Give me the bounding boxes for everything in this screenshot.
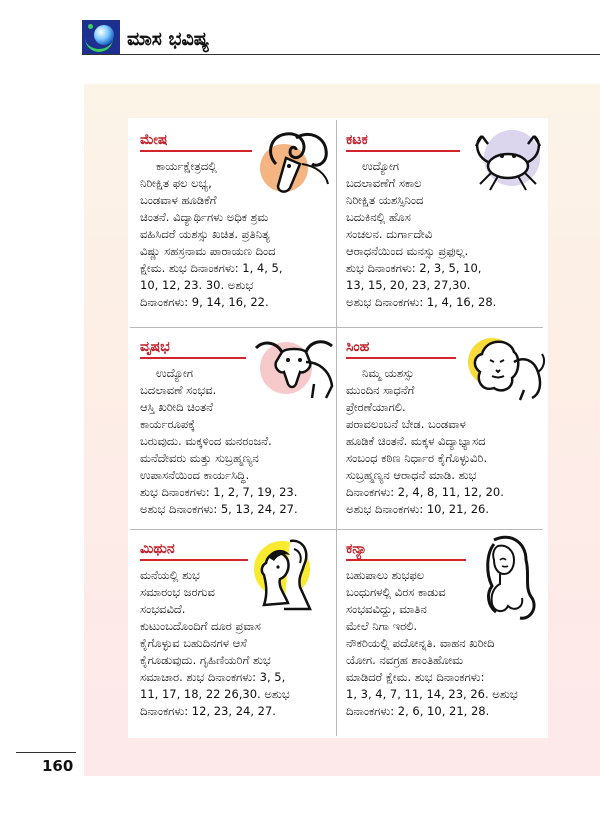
prediction-line: ಕ್ಷೇಮ. ಶುಭ ದಿನಾಂಕಗಳು: 1, 4, 5,	[140, 261, 283, 275]
prediction-line: ಪರಾವಲಂಬನೆ ಬೇಡ. ಬಂಡವಾಳ	[346, 417, 466, 431]
globe-logo-icon	[82, 20, 120, 54]
sign-prediction	[140, 365, 298, 518]
prediction-line: ಬಂಡವಾಳ ಹೂಡಿಕೆಗೆ	[140, 193, 217, 207]
prediction-line: ಬದುಕಿನಲ್ಲಿ ಹೊಸ	[346, 210, 411, 224]
sign-prediction	[346, 567, 518, 720]
prediction-line: ವಿಷ್ಣು ಸಹಸ್ರನಾಮ ಪಾರಾಯಣ ದಿಂದ	[140, 244, 276, 258]
prediction-line: ಸಂಚಲನ. ದುರ್ಗಾದೇವಿ	[346, 227, 433, 241]
row-divider-1	[130, 327, 543, 328]
prediction-line: ದಿನಾಂಕಗಳು: 12, 23, 24, 27.	[140, 704, 276, 718]
column-divider	[336, 120, 337, 736]
sign-underline	[140, 357, 246, 359]
sign-prediction	[140, 567, 290, 720]
sign-name: ಸಿಂಹ	[346, 339, 370, 355]
prediction-line: ದಿನಾಂಕಗಳು: 2, 6, 10, 21, 28.	[346, 704, 490, 718]
prediction-line: ಆಸ್ತಿ ಖರೀದಿ ಚಿಂತನೆ	[140, 400, 213, 414]
page-header	[0, 0, 600, 56]
page-title: ಮಾಸ ಭವಿಷ್ಯ	[127, 28, 210, 50]
sign-block-vrishabha	[140, 338, 298, 518]
prediction-line: ಅಶುಭ ದಿನಾಂಕಗಳು: 5, 13, 24, 27.	[140, 502, 298, 516]
sign-underline	[140, 150, 252, 152]
sign-prediction	[140, 158, 282, 311]
sign-prediction	[346, 158, 496, 311]
prediction-line: ದಿನಾಂಕಗಳು: 2, 4, 8, 11, 12, 20.	[346, 485, 504, 499]
prediction-line: ಸಂಭವವಿದೆ.	[140, 602, 186, 616]
prediction-line: ಉಪಾಸನೆಯಿಂದ ಕಾರ್ಯಸಿದ್ಧಿ.	[140, 468, 250, 482]
prediction-line: ಸಮಾಚಾರ. ಶುಭ ದಿನಾಂಕಗಳು: 3, 5,	[140, 670, 286, 684]
prediction-line: ಕಾರ್ಯರೂಪಕ್ಕೆ	[140, 417, 196, 431]
prediction-line: ಅಶುಭ ದಿನಾಂಕಗಳು: 1, 4, 16, 28.	[346, 295, 497, 309]
prediction-line: ಅಶುಭ ದಿನಾಂಕಗಳು: 10, 21, 26.	[346, 502, 490, 516]
prediction-line: ಸಂಭವವಿದ್ದು, ಮಾತಿನ	[346, 602, 427, 616]
sign-name: ವೃಷಭ	[140, 339, 170, 355]
prediction-line: ಹೂಡಿಕೆ ಚಿಂತನೆ. ಮಕ್ಕಳ ವಿದ್ಯಾಭ್ಯಾಸದ	[346, 434, 486, 448]
prediction-line: ವಹಿಸಿದರೆ ಯಶಸ್ಸು ಖಚಿತ. ಪ್ರತಿನಿತ್ಯ	[140, 227, 270, 241]
prediction-line: ನಿರೀಕ್ಷಿತ ಯಶಸ್ಸಿನಿಂದ	[346, 193, 424, 207]
prediction-line: ಕುಟುಂಬದೊಂದಿಗೆ ದೂರ ಪ್ರವಾಸ	[140, 619, 261, 633]
sign-block-kataka	[346, 131, 496, 311]
prediction-line: ಬರುವುದು. ಮಕ್ಕಳಿಂದ ಮನರಂಜನೆ.	[140, 434, 272, 448]
prediction-line: ಮೇಲೆ ನಿಗಾ ಇರಲಿ.	[346, 619, 418, 633]
prediction-line: ಯೋಗ. ನವಗ್ರಹ ಶಾಂತಿಹೋಮ	[346, 653, 464, 667]
page-number: 160	[42, 757, 74, 775]
sign-block-simha	[346, 338, 504, 518]
prediction-line: ಮನೆಯಲ್ಲಿ ಶುಭ	[140, 568, 200, 582]
prediction-line: ಸುಬ್ರಹ್ಮಣ್ಯನ ಆರಾಧನೆ ಮಾಡಿ. ಶುಭ	[346, 468, 477, 482]
row-divider-2	[130, 529, 543, 530]
prediction-line: ಆರಾಧನೆಯಿಂದ ಮನಸ್ಸು ಪ್ರಫುಲ್ಲ.	[346, 244, 469, 258]
sign-underline	[346, 150, 460, 152]
prediction-line: ಮನೆದೇವರು ಮತ್ತು ಸುಬ್ರಹ್ಮಣ್ಯನ	[140, 451, 259, 465]
prediction-line: ಮುಂದಿನ ಸಾಧನೆಗೆ	[346, 383, 415, 397]
prediction-line: ನೌಕರಿಯಲ್ಲಿ ಪದೋನ್ನತಿ. ವಾಹನ ಖರೀದಿ	[346, 636, 495, 650]
prediction-line: ಬಂಧುಗಳಲ್ಲಿ ವಿರಸ ಕಾಡುವ	[346, 585, 446, 599]
prediction-line: ಚಿಂತನೆ. ವಿದ್ಯಾರ್ಥಿಗಳು ಅಧಿಕ ಶ್ರಮ	[140, 210, 269, 224]
page-number-rule	[16, 752, 76, 753]
prediction-line: ಕೈಗೂಡುವುದು. ಗೃಹಿಣಿಯರಿಗೆ ಶುಭ	[140, 653, 271, 667]
prediction-line: ದಿನಾಂಕಗಳು: 9, 14, 16, 22.	[140, 295, 269, 309]
header-divider	[82, 54, 600, 55]
prediction-line: ಪ್ರೇರಣೆಯಾಗಲಿ.	[346, 400, 406, 414]
sign-block-mithuna	[140, 540, 290, 720]
prediction-line: 13, 15, 20, 23, 27,30.	[346, 278, 471, 292]
prediction-line: 1, 3, 4, 7, 11, 14, 23, 26. ಅಶುಭ	[346, 687, 518, 701]
prediction-line: ಶುಭ ದಿನಾಂಕಗಳು: 1, 2, 7, 19, 23.	[140, 485, 298, 499]
prediction-line: ಸಮಾರಂಭ ಜರಗುವ	[140, 585, 215, 599]
prediction-line: ಕೈಗೊಳ್ಳುವ ಬಹುದಿನಗಳ ಆಸೆ	[140, 636, 247, 650]
prediction-line: ಉದ್ಯೋಗ	[156, 366, 193, 380]
sign-prediction	[346, 365, 504, 518]
sign-name: ಮಿಥುನ	[140, 541, 175, 557]
prediction-line: 10, 12, 23. 30. ಅಶುಭ	[140, 278, 254, 292]
sign-block-mesha	[140, 131, 282, 311]
prediction-line: 11, 17, 18, 22 26,30. ಅಶುಭ	[140, 687, 290, 701]
sign-underline	[346, 357, 456, 359]
sign-name: ಕಟಕ	[346, 132, 368, 148]
prediction-line: ಬಹುಪಾಲು ಶುಭಫಲ	[346, 568, 425, 582]
prediction-line: ಕಾರ್ಯಕ್ಷೇತ್ರದಲ್ಲಿ	[156, 159, 217, 173]
sign-name: ಕನ್ಯಾ	[346, 541, 367, 557]
sign-underline	[346, 559, 466, 561]
prediction-line: ಬದಲಾವಣೆ ಸಂಭವ.	[140, 383, 217, 397]
prediction-line: ಸಂಬಂಧ ಕಠಿಣ ನಿರ್ಧಾರ ಕೈಗೊಳ್ಳುವಿರಿ.	[346, 451, 488, 465]
prediction-line: ಬದಲಾವಣೆಗೆ ಸಕಾಲ	[346, 176, 422, 190]
prediction-line: ನಿರೀಕ್ಷಿತ ಫಲ ಲಭ್ಯ,	[140, 176, 212, 190]
prediction-line: ನಿಮ್ಮ ಯಶಸ್ಸು	[362, 366, 415, 380]
sign-underline	[140, 559, 248, 561]
prediction-line: ಮಾಡಿದರೆ ಕ್ಷೇಮ. ಶುಭ ದಿನಾಂಕಗಳು:	[346, 670, 485, 684]
sign-block-kanya	[346, 540, 518, 720]
sign-name: ಮೇಷ	[140, 132, 168, 148]
prediction-line: ಉದ್ಯೋಗ	[362, 159, 399, 173]
prediction-line: ಶುಭ ದಿನಾಂಕಗಳು: 2, 3, 5, 10,	[346, 261, 482, 275]
